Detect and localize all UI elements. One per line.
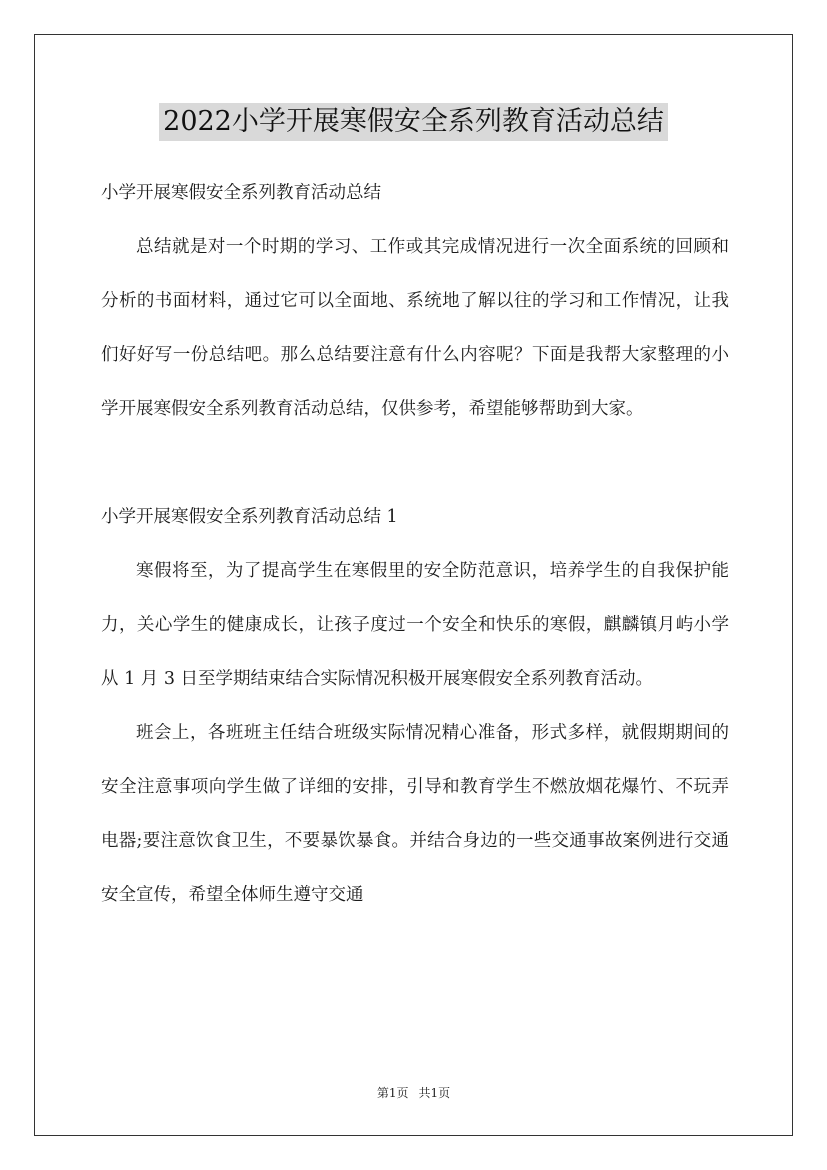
document-body (101, 166, 729, 922)
document-subtitle: 小学开展寒假安全系列教育活动总结 (101, 183, 381, 203)
section-heading: 小学开展寒假安全系列教育活动总结 1 (101, 507, 398, 527)
title-area (0, 103, 827, 141)
section-paragraph-2: 班会上，各班班主任结合班级实际情况精心准备，形式多样，就假期期间的安全注意事项向学生做了详细的安排，引导和教育学生不燃放烟花爆竹、不玩弄电器;要注意饮食卫生，不要暴饮暴食。并结合身边的一些交通事故案例进行交通安全宣传，希望全体师生遵守交通 (101, 723, 729, 905)
page-number: 第1页 (376, 1086, 409, 1100)
page-footer (0, 1084, 827, 1101)
paragraph-spacer (101, 436, 729, 490)
total-pages: 共1页 (418, 1086, 451, 1100)
intro-paragraph: 总结就是对一个时期的学习、工作或其完成情况进行一次全面系统的回顾和分析的书面材料，通过它可以全面地、系统地了解以往的学习和工作情况，让我们好好写一份总结吧。那么总结要注意有什么内容呢？下面是我帮大家整理的小学开展寒假安全系列教育活动总结，仅供参考，希望能够帮助到大家。 (101, 237, 729, 419)
section-paragraph-1: 寒假将至，为了提高学生在寒假里的安全防范意识，培养学生的自我保护能力，关心学生的健康成长，让孩子度过一个安全和快乐的寒假，麒麟镇月屿小学从 1 月 3 日至学期结束结合实际情况积极开展寒假安全系列教育活动。 (101, 561, 729, 689)
document-title: 2022小学开展寒假安全系列教育活动总结 (159, 103, 668, 141)
